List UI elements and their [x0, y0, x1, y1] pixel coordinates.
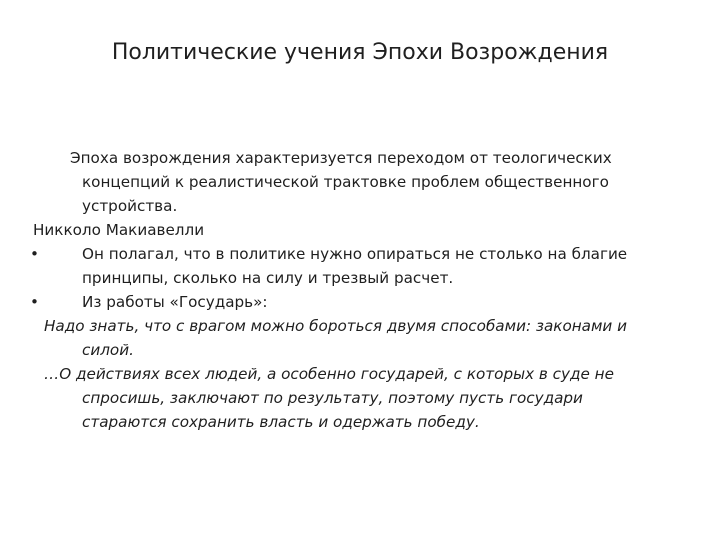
quote-2: [0, 362, 720, 434]
bullet-item-1: [0, 242, 720, 290]
slide-title: Политические учения Эпохи Возрождения: [111, 40, 609, 65]
slide-body: [0, 146, 720, 434]
quote-line: стараются сохранить власть и одержать победу.: [82, 413, 480, 431]
quote-line: …О действиях всех людей, а особенно государей, с которых в суде не: [44, 365, 614, 383]
intro-line: устройства.: [82, 197, 178, 215]
bullet-item-2: [0, 290, 720, 314]
bullet-icon: •: [30, 245, 39, 263]
quote-line: спросишь, заключают по результату, поэтому пусть государи: [82, 389, 583, 407]
bullet-line: принципы, сколько на силу и трезвый расчет.: [82, 269, 454, 287]
bullet-line: Из работы «Государь»:: [82, 293, 268, 311]
intro-paragraph: [0, 146, 720, 218]
intro-line: концепций к реалистической трактовке проблем общественного: [82, 173, 609, 191]
bullet-line: Он полагал, что в политике нужно опираться не столько на благие: [82, 245, 628, 263]
quote-line: силой.: [82, 341, 134, 359]
person-name: Никколо Макиавелли: [33, 221, 205, 239]
quote-line: Надо знать, что с врагом можно бороться двумя способами: законами и: [44, 317, 627, 335]
bullet-icon: •: [30, 293, 39, 311]
intro-line: Эпоха возрождения характеризуется переходом от теологических: [70, 149, 612, 167]
quote-1: [0, 314, 720, 362]
